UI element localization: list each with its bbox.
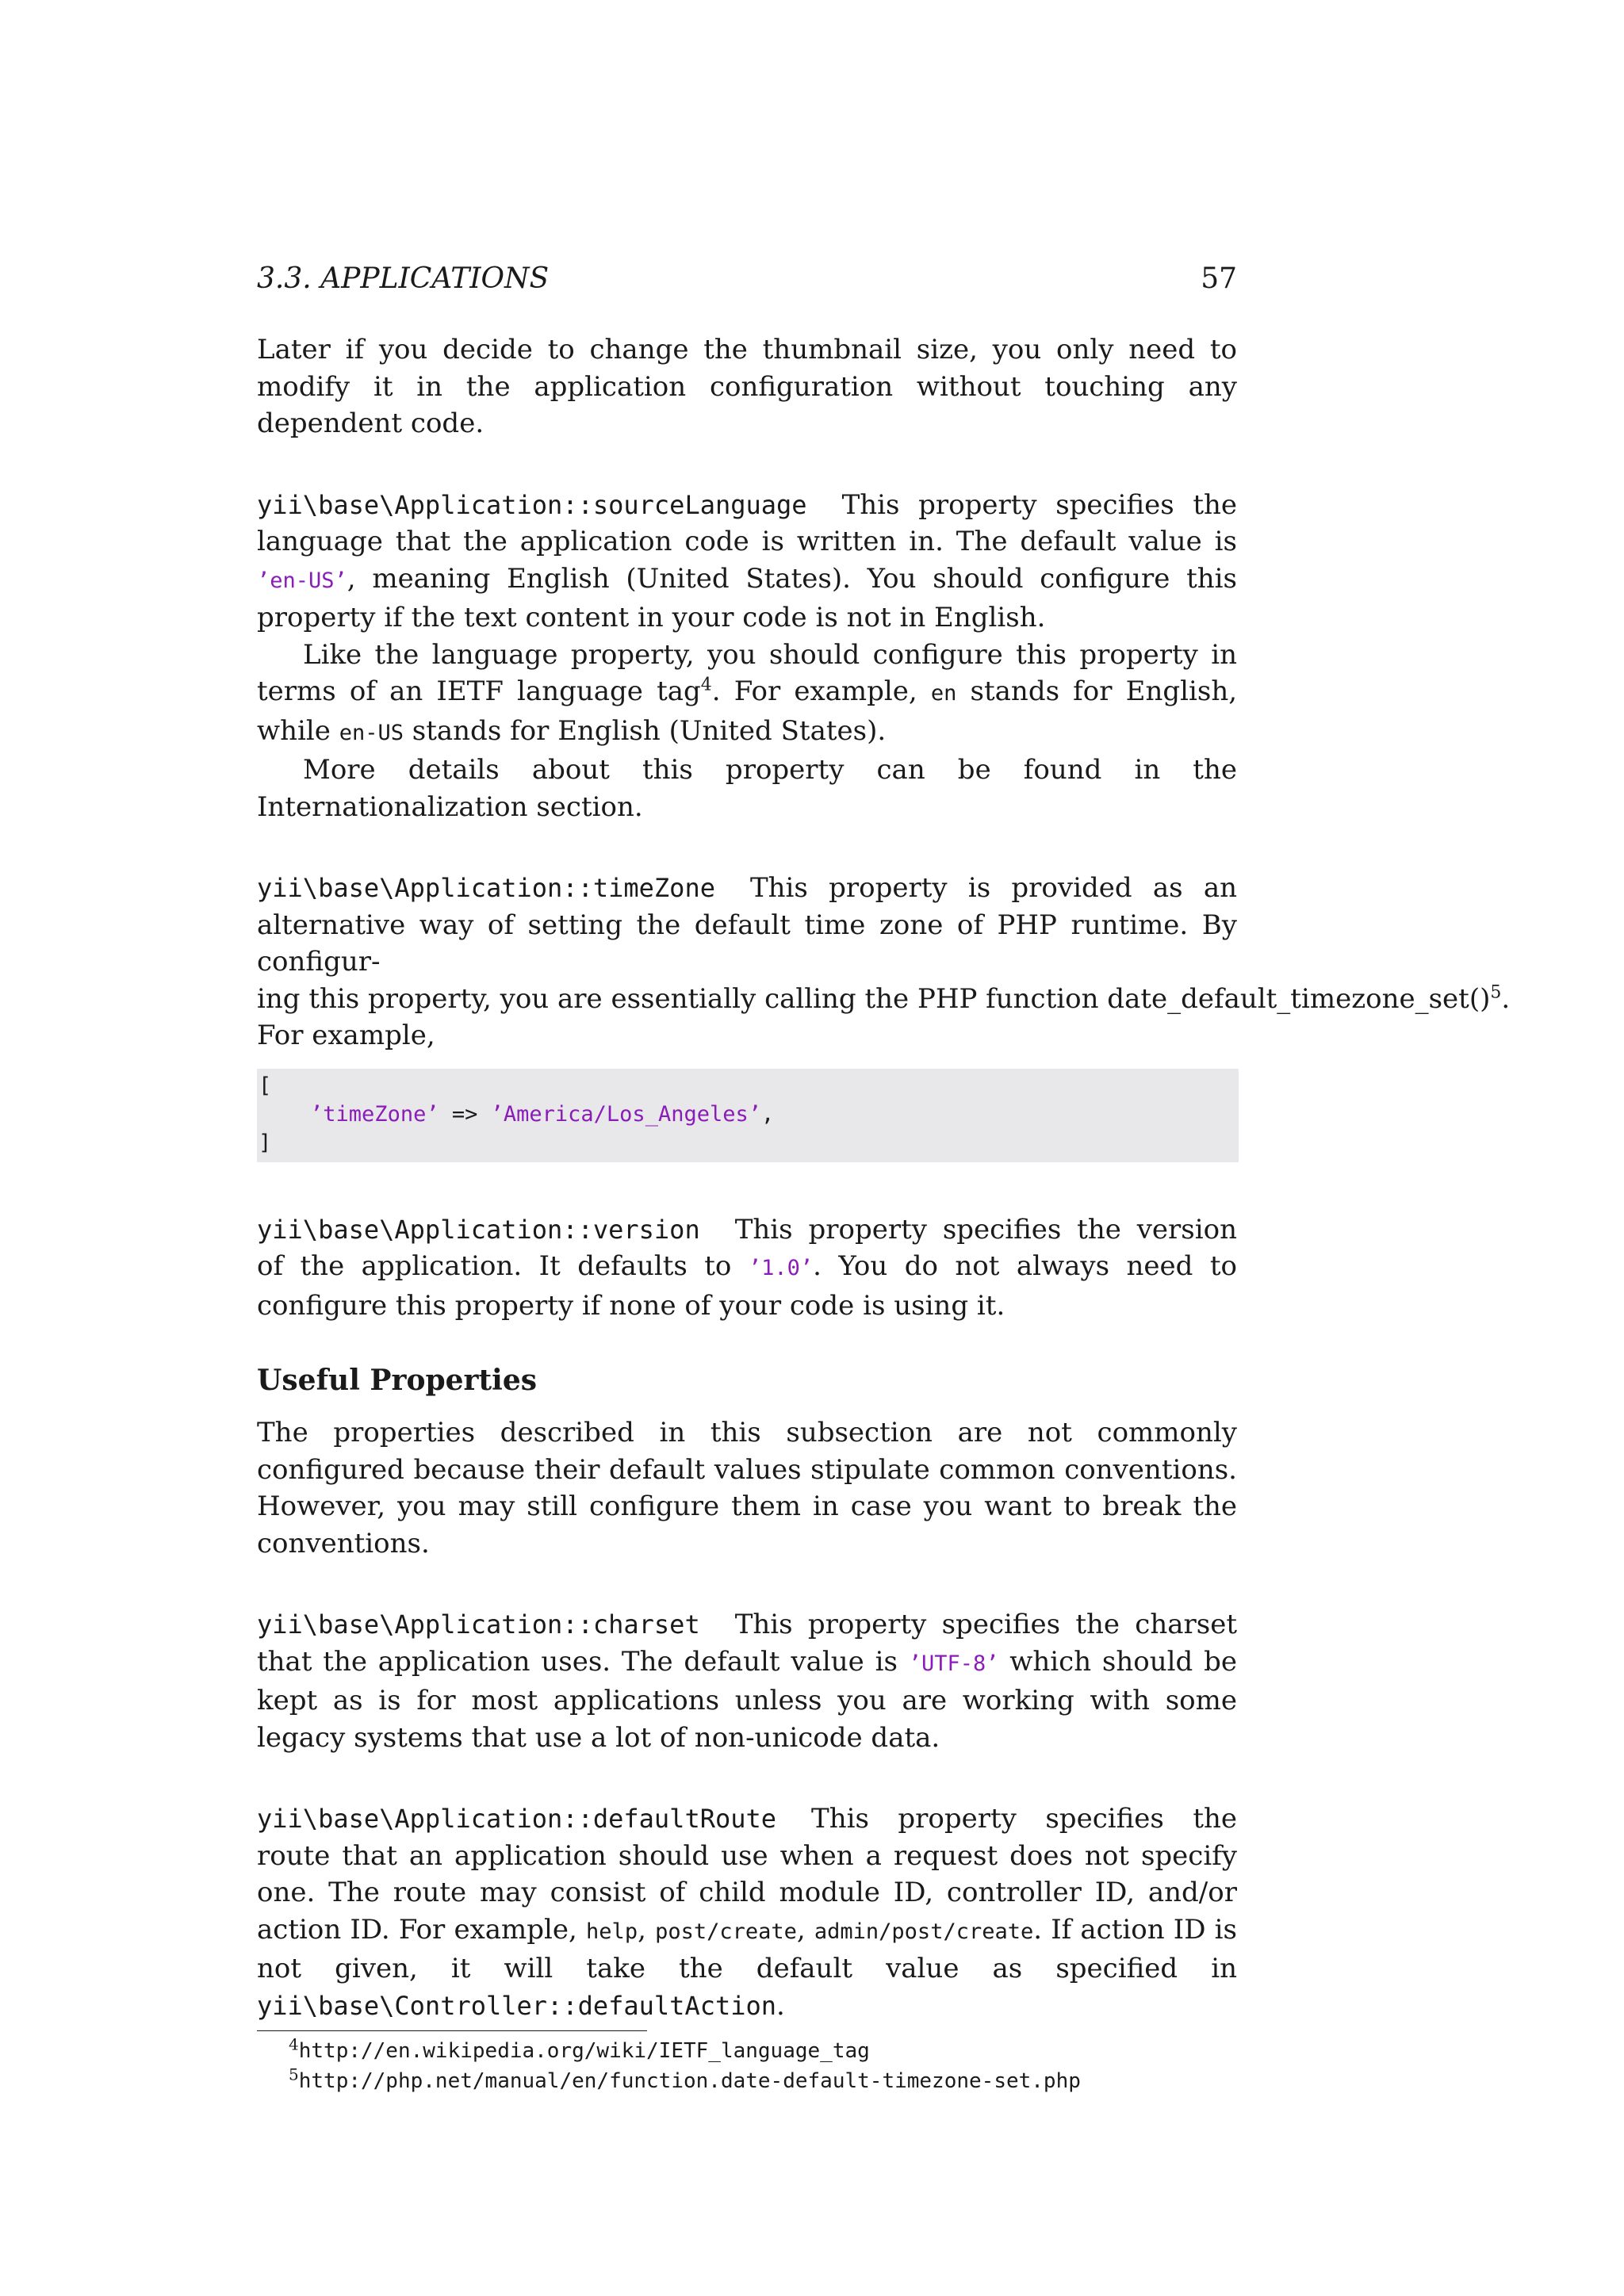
version-section xyxy=(257,1211,1237,1325)
footnotes xyxy=(257,2030,1237,2096)
time-zone-overflow-line: ing this property, you are essentially calling the PHP function date_default_timezone_set()$^5$. xyxy=(257,982,1511,1015)
code-help: help xyxy=(586,1919,638,1944)
source-language-property-name: yii\base\Application::sourceLanguage xyxy=(257,489,807,520)
time-zone-code-block: [ ’timeZone’ => ’America/Los_Angeles’, ] xyxy=(257,1069,1239,1162)
useful-properties-heading: Useful Properties xyxy=(257,1364,538,1397)
time-zone-paragraph: yii\base\Application::timeZone This property is provided as an alternative way of setting the default time zone of PHP runtime. By configur- ing this property, you are essentially calling the PHP function date_default_timezone_set()$^5$. For example, xyxy=(257,872,1511,1051)
footnote-rule xyxy=(257,2030,647,2031)
footnote-ref-5[interactable]: 5 xyxy=(1490,982,1502,1003)
default-route-paragraph: yii\base\Application::defaultRoute This property specifies the route that an application should use when a request does not specify one. The route may consist of child module ID, controller ID, and/or action ID. For example, help, post/create, admin/post/create. If action ID is not given, it will take the default value as specified in yii\base\Controller::defaultAction. xyxy=(257,1803,1237,2022)
code-default-action: yii\base\Controller::defaultAction xyxy=(257,1990,777,2021)
useful-properties-paragraph: The properties described in this subsection are not commonly configured because their default values stipulate common conventions. However, you may still configure them in case you want to break the conventions. xyxy=(257,1417,1237,1559)
footnote-4: $^4$http://en.wikipedia.org/wiki/IETF_language_tag xyxy=(289,2034,870,2063)
default-route-property-name: yii\base\Application::defaultRoute xyxy=(257,1804,777,1834)
intro-paragraph: Later if you decide to change the thumbnail size, you only need to modify it in the application configuration without touching any dependent code. xyxy=(257,334,1237,439)
source-language-details-paragraph: More details about this property can be found in the Internationalization section. xyxy=(257,754,1237,823)
version-paragraph: yii\base\Application::version This property specifies the version of the application. It defaults to ’1.0’. You do not always need to configure this property if none of your code is using it. xyxy=(257,1213,1237,1322)
time-zone-section xyxy=(257,870,1511,1162)
charset-section xyxy=(257,1606,1237,1756)
section-title: 3.3. APPLICATIONS xyxy=(257,262,550,295)
code-value-timezone: ’America/Los_Angeles’ xyxy=(490,1101,761,1127)
default-route-section xyxy=(257,1800,1237,2024)
footnote-4-url[interactable]: http://en.wikipedia.org/wiki/IETF_language_tag xyxy=(298,2039,870,2063)
version-property-name: yii\base\Application::version xyxy=(257,1214,700,1245)
page-number: 57 xyxy=(1201,262,1237,295)
code-en-us: en-US xyxy=(339,720,404,745)
footnote-5-url[interactable]: http://php.net/manual/en/function.date-default-timezone-set.php xyxy=(298,2069,1081,2093)
code-admin-post-create: admin/post/create xyxy=(814,1919,1034,1944)
source-language-section xyxy=(257,487,1237,826)
charset-property-name: yii\base\Application::charset xyxy=(257,1609,700,1640)
charset-default-value: ’UTF-8’ xyxy=(908,1651,999,1676)
source-language-default-value: ’en-US’ xyxy=(257,568,347,593)
code-en: en xyxy=(930,681,957,706)
code-key-timezone: ’timeZone’ xyxy=(310,1101,439,1127)
footnote-ref-4[interactable]: 4 xyxy=(700,675,712,695)
time-zone-property-name: yii\base\Application::timeZone xyxy=(257,873,715,903)
code-post-create: post/create xyxy=(655,1919,797,1944)
running-header xyxy=(257,255,1237,303)
charset-paragraph: yii\base\Application::charset This property specifies the charset that the application uses. The default value is ’UTF-8’ which should be kept as is for most applications unless you are working with some legacy systems that use a lot of non-unicode data. xyxy=(257,1609,1237,1754)
source-language-paragraph: yii\base\Application::sourceLanguage This property specifies the language that the application code is written in. The default value is ’en-US’, meaning English (United States). You should configure this property if the text content in your code is not in English. xyxy=(257,488,1237,633)
document-page xyxy=(257,255,1511,2096)
source-language-ietf-paragraph: Like the language property, you should configure this property in terms of an IETF language tag$^4$. For example, en stands for English, while en-US stands for English (United States). xyxy=(257,638,1238,747)
footnote-5: $^5$http://php.net/manual/en/function.date-default-timezone-set.php xyxy=(289,2064,1081,2093)
version-default-value: ’1.0’ xyxy=(748,1256,814,1280)
